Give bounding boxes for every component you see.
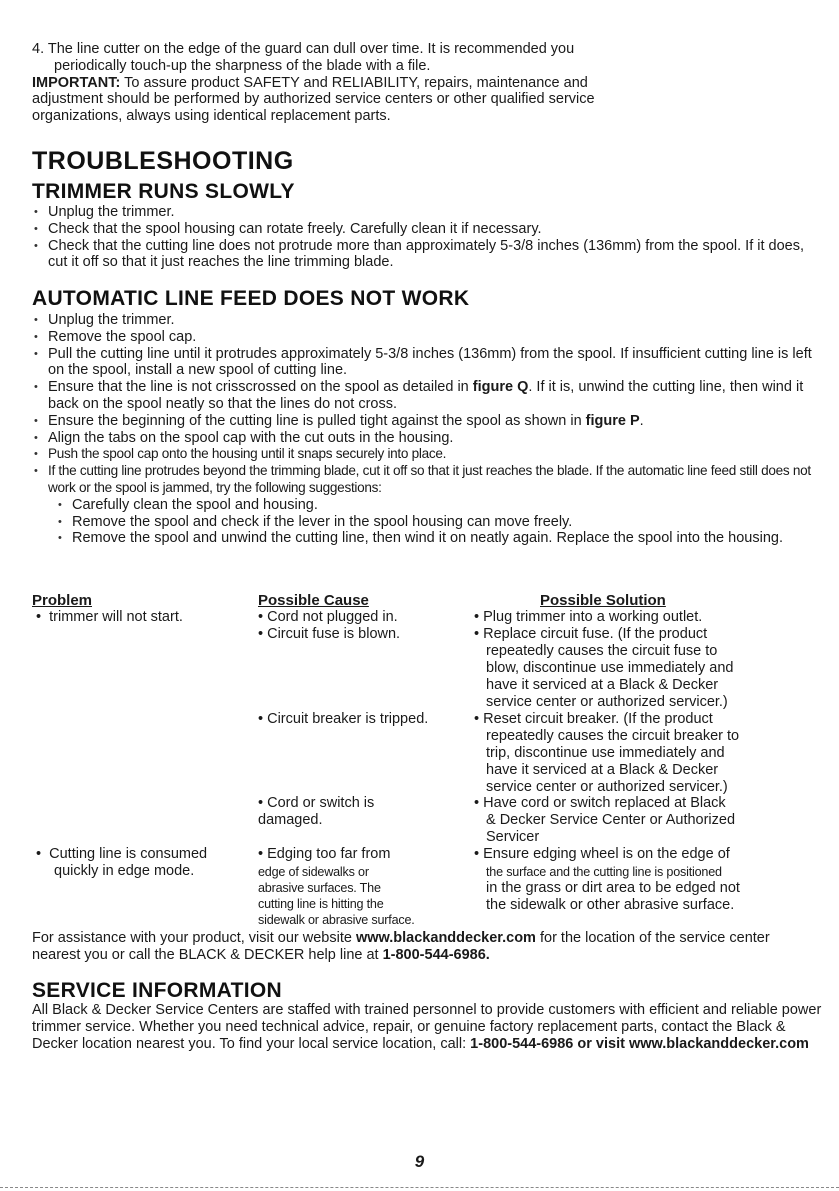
problem-cell: trimmer will not start. [49, 609, 183, 625]
cause-cell: • Circuit breaker is tripped. [258, 711, 428, 728]
service-information-heading: SERVICE INFORMATION [32, 979, 282, 1002]
automatic-line-feed-heading: AUTOMATIC LINE FEED DOES NOT WORK [32, 287, 470, 310]
item-4-line-2: periodically touch-up the sharpness of the blade with a file. [54, 57, 431, 74]
solution-cell-line: service center or authorized servicer.) [486, 779, 728, 795]
list-item [32, 413, 822, 430]
assist-text: For assistance with your product, visit our website [32, 930, 356, 946]
trimmer-runs-slowly-heading: TRIMMER RUNS SLOWLY [32, 180, 295, 203]
solution-cell-line: service center or authorized servicer.) [486, 694, 728, 710]
important-note [32, 75, 822, 92]
solution-cell-line: blow, discontinue use immediately and [486, 660, 734, 676]
cause-cell-line: cutting line is hitting the [258, 897, 384, 911]
solution-cell: • Plug trimmer into a working outlet. [474, 609, 702, 626]
important-line-1: To assure product SAFETY and RELIABILITY, repairs, maintenance and [120, 74, 588, 91]
problem-header: Problem [32, 592, 93, 609]
important-label: IMPORTANT: [32, 74, 121, 91]
website-link[interactable]: www.blackanddecker.com [355, 930, 536, 946]
cause-cell: • Cord or switch is [258, 795, 374, 812]
list-item: • Pull the cutting line until it protrudes approximately 5-3/8 inches (136mm) from the spool. If insufficient cutting line is left on the spool, install a new spool of cutting line. [32, 346, 822, 380]
cause-cell-line: sidewalk or abrasive surface. [258, 913, 415, 927]
sub-list-item: • Carefully clean the spool and housing. [32, 497, 822, 514]
list-item: • If the cutting line protrudes beyond the trimming blade, cut it off so that it just reaches the blade. If the automatic line feed still does not work or the spool is jammed, try the following suggestions: [32, 463, 822, 497]
solution-cell-line: repeatedly causes the circuit breaker to [486, 728, 740, 744]
table-row: • trimmer will not start. [36, 609, 183, 625]
solution-cell-line: & Decker Service Center or Authorized [486, 812, 736, 828]
cause-cell: • Cord not plugged in. [258, 609, 398, 626]
solution-cell: • Ensure edging wheel is on the edge of [474, 846, 730, 863]
solution-cell-line: Servicer [486, 829, 540, 845]
item-4-line-1: 4. The line cutter on the edge of the guard can dull over time. It is recommended you [32, 41, 575, 57]
solution-cell-line: repeatedly causes the circuit fuse to [486, 643, 718, 659]
troubleshooting-heading: TROUBLESHOOTING [32, 147, 294, 175]
sub-list-item: • Remove the spool and check if the lever in the spool housing can move freely. [32, 514, 822, 531]
solution-cell-line: trip, discontinue use immediately and [486, 745, 725, 761]
cause-cell: • Circuit fuse is blown. [258, 626, 400, 643]
list-item: • Align the tabs on the spool cap with the cut outs in the housing. [32, 430, 822, 447]
list-item: • Check that the spool housing can rotate freely. Carefully clean it if necessary. [32, 221, 822, 238]
cause-header: Possible Cause [258, 592, 369, 609]
list-item: • Remove the spool cap. [32, 329, 822, 346]
list-text: . If it is, unwind the cutting line, then wind it back on the spool neatly so that the lines do not cross. [48, 379, 804, 412]
cause-cell-line: abrasive surfaces. The [258, 881, 381, 895]
intro-block [32, 41, 822, 125]
important-line-3: organizations, always using identical replacement parts. [32, 108, 391, 125]
solution-cell: • Reset circuit breaker. (If the product [474, 711, 713, 728]
list-item: • Unplug the trimmer. [32, 204, 822, 221]
figure-p-ref: figure P [585, 412, 640, 429]
assist-text: for the location of the service center nearest you or call the BLACK & DECKER help line at [32, 930, 770, 963]
list-item: • Unplug the trimmer. [32, 312, 822, 329]
service-contact: 1-800-544-6986 or visit www.blackanddecker.com [470, 1035, 809, 1052]
trimmer-runs-slowly-list [32, 204, 822, 271]
figure-q-ref: figure Q [472, 379, 529, 396]
solution-cell-line: the sidewalk or other abrasive surface. [486, 897, 735, 913]
cause-cell-line: edge of sidewalks or [258, 865, 369, 879]
solution-cell-line: have it serviced at a Black & Decker [486, 762, 719, 778]
solution-cell: • Replace circuit fuse. (If the product [474, 626, 707, 643]
list-item: • Push the spool cap onto the housing until it snaps securely into place. [32, 446, 822, 463]
service-text: All Black & Decker Service Centers are staffed with trained personnel to provide customers with efficient and reliable power trimmer service. Whether you need technical advice, repair, or genuine factory replacement parts, contact the Black & Decker location nearest you. To find your local service location, call: [32, 1002, 822, 1052]
list-text: Ensure the beginning of the cutting line is pulled tight against the spool as shown in [48, 412, 586, 429]
page-edge-divider [0, 1187, 839, 1188]
solution-cell-line: have it serviced at a Black & Decker [486, 677, 719, 693]
list-item: • Check that the cutting line does not protrude more than approximately 5-3/8 inches (136mm) from the spool. If it does, cut it off so that it just reaches the line trimming blade. [32, 238, 822, 272]
list-text: Ensure that the line is not crisscrossed on the spool as detailed in [48, 379, 473, 396]
table-row: • Cutting line is consumed [36, 846, 208, 862]
problem-cell: Cutting line is consumed [49, 846, 208, 862]
solution-cell-line: the surface and the cutting line is positioned [486, 865, 722, 879]
page-number: 9 [414, 1152, 425, 1171]
problem-cell-line-2: quickly in edge mode. [54, 863, 195, 879]
assistance-paragraph [32, 930, 822, 964]
sub-list-item: • Remove the spool and unwind the cutting line, then wind it on neatly again. Replace the spool into the housing. [32, 530, 822, 547]
important-line-2: adjustment should be performed by authorized service centers or other qualified service [32, 91, 595, 108]
solution-header: Possible Solution [540, 592, 666, 609]
service-information-paragraph [32, 1002, 822, 1052]
solution-cell: • Have cord or switch replaced at Black [474, 795, 726, 812]
cause-cell-line-2: damaged. [258, 812, 323, 828]
automatic-line-feed-list [32, 312, 822, 547]
cause-cell: • Edging too far from [258, 846, 390, 863]
solution-cell-line: in the grass or dirt area to be edged not [486, 880, 740, 896]
help-line-phone: 1-800-544-6986. [382, 946, 490, 963]
list-item [32, 379, 822, 413]
list-text: . [639, 412, 644, 429]
